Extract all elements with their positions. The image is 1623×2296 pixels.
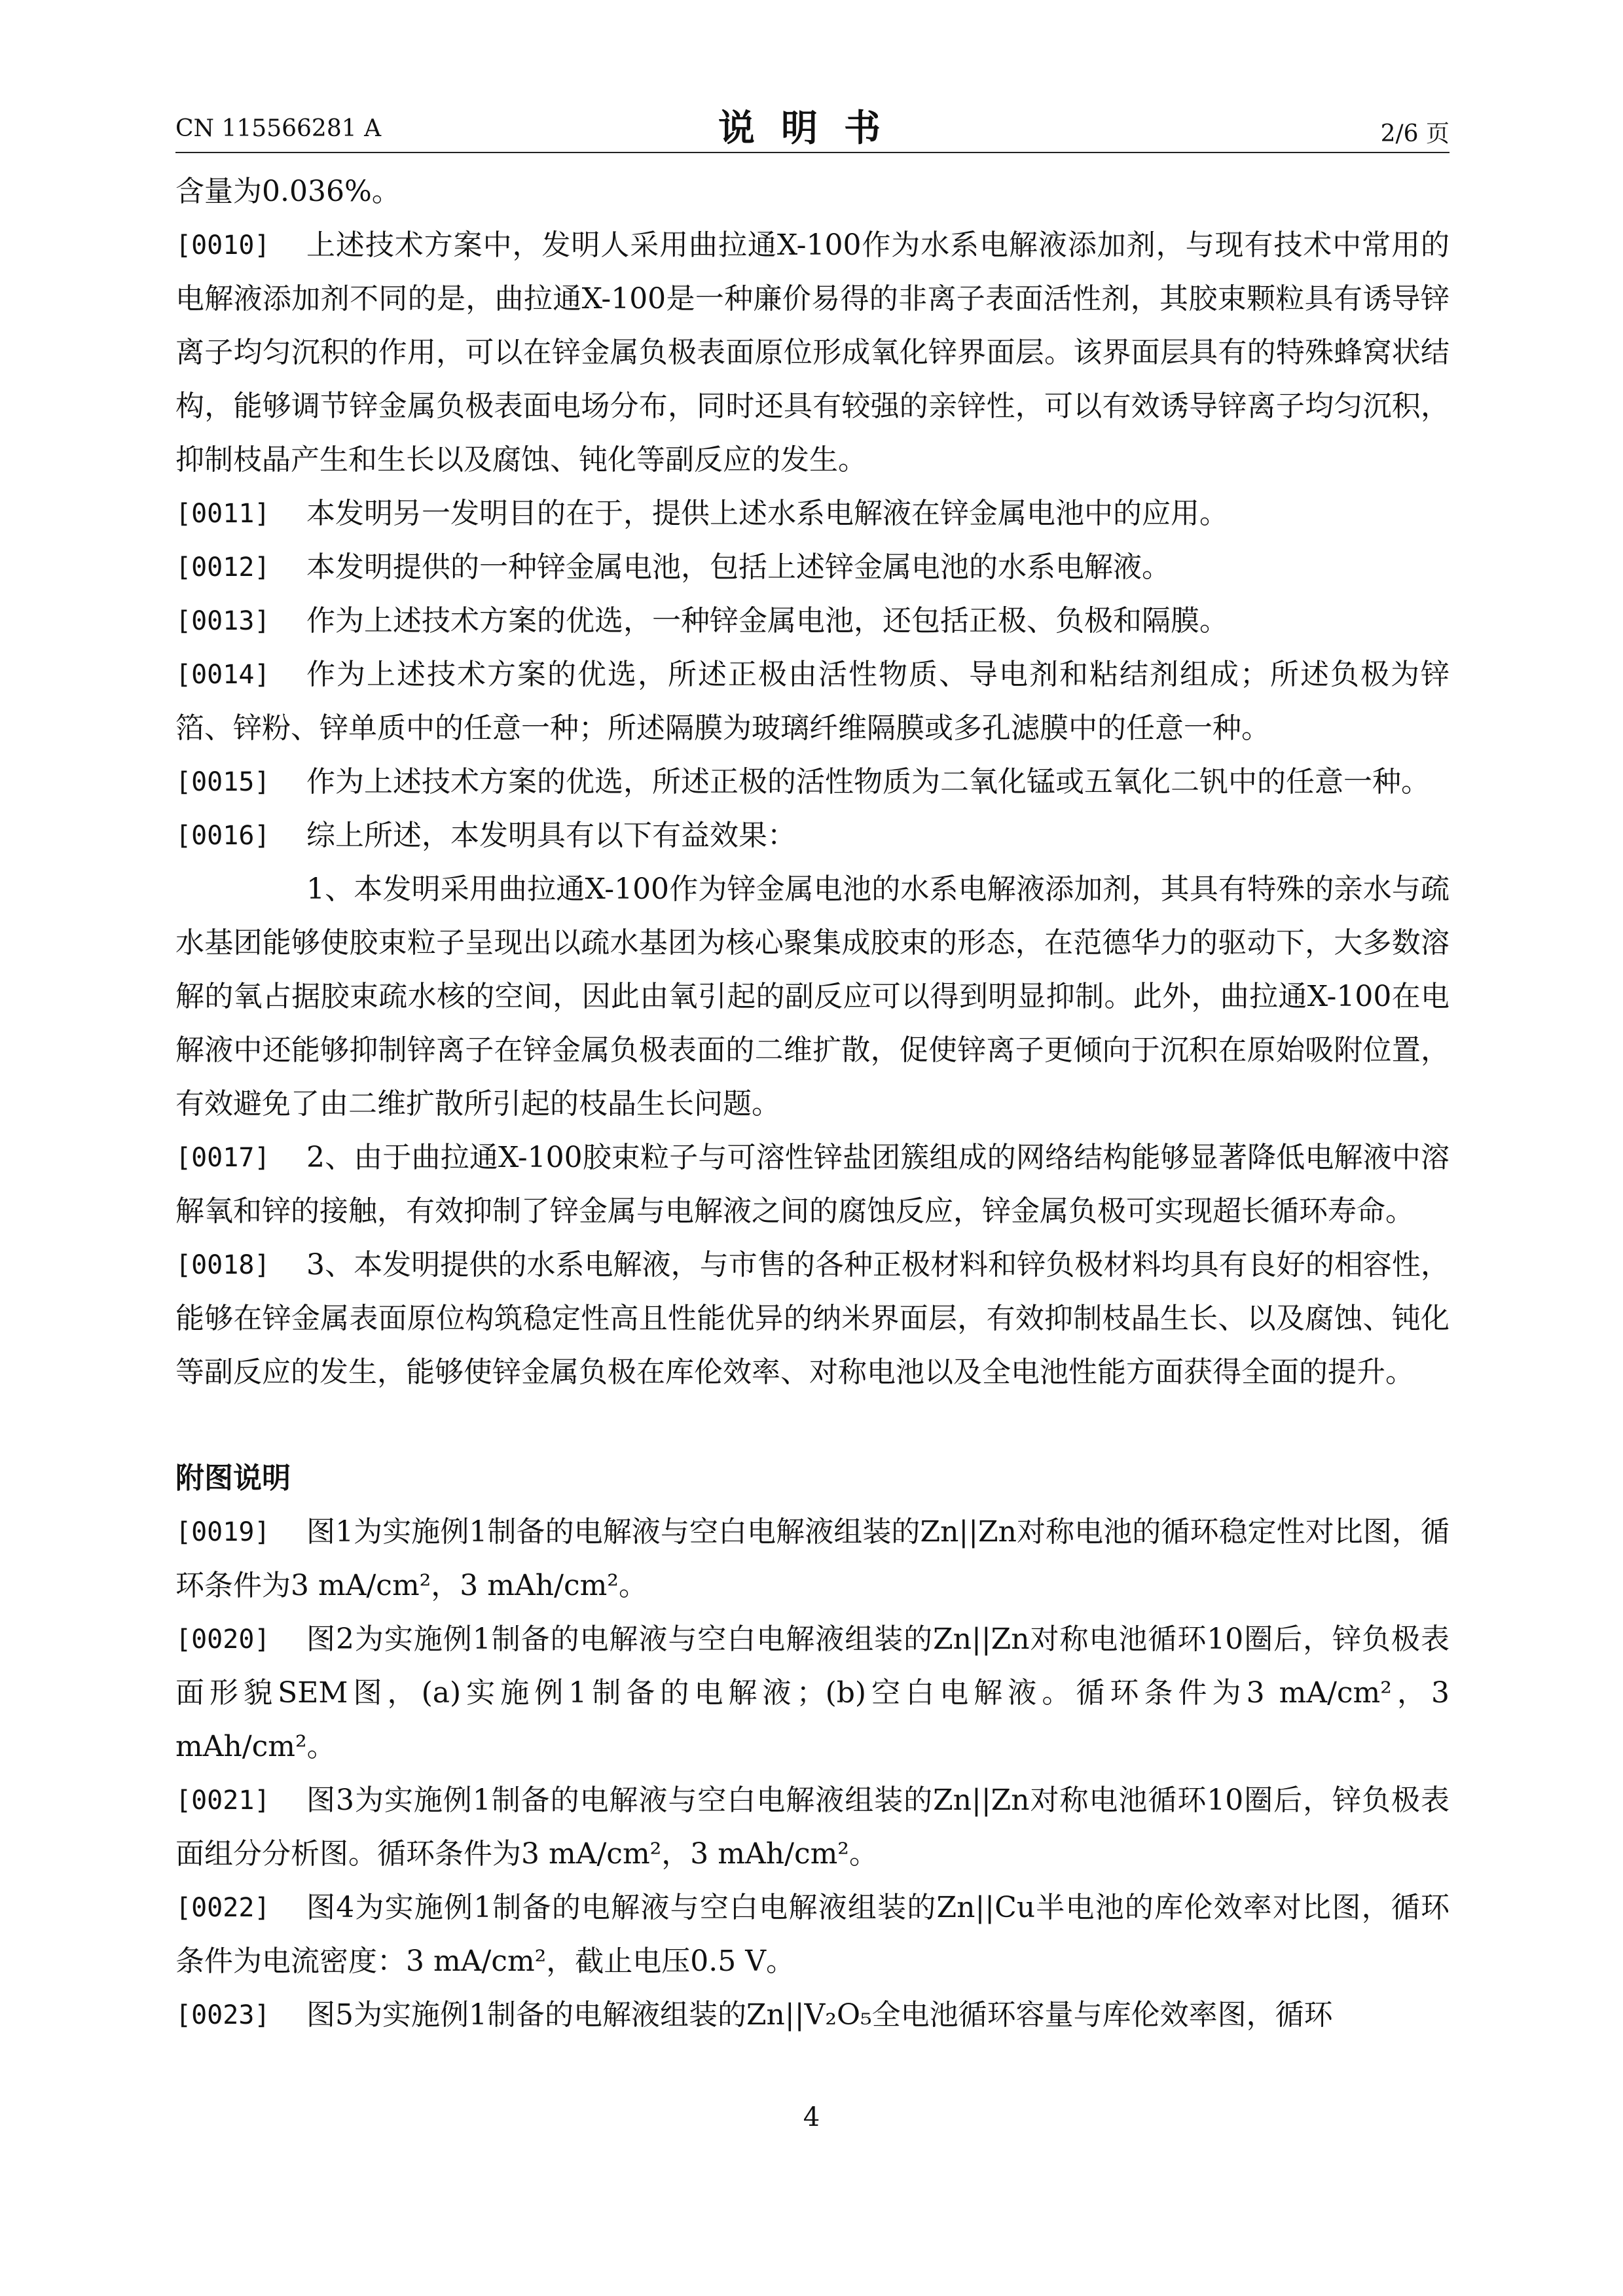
- paragraph-0021: [175, 1774, 1450, 1881]
- paragraph-number: [0010]: [175, 230, 270, 260]
- paragraph-0013: [175, 594, 1450, 648]
- paragraph-0019: [175, 1505, 1450, 1613]
- paragraph-number: [0014]: [175, 660, 270, 690]
- paragraph-text: 本发明另一发明目的在于，提供上述水系电解液在锌金属电池中的应用。: [306, 497, 1228, 530]
- section-heading: 附图说明: [175, 1462, 291, 1495]
- paragraph-number: [0011]: [175, 499, 270, 529]
- paragraph-number: [0020]: [175, 1624, 270, 1655]
- paragraph-number: [0021]: [175, 1785, 270, 1816]
- document-body: [175, 165, 1450, 2042]
- page-header: [175, 98, 1450, 151]
- paragraph-0017: [175, 1131, 1450, 1238]
- paragraph-0011: [175, 487, 1450, 541]
- paragraph-number: [0019]: [175, 1517, 270, 1547]
- paragraph-text: 作为上述技术方案的优选，所述正极由活性物质、导电剂和粘结剂组成；所述负极为锌箔、锌粉、锌单质中的任意一种；所述隔膜为玻璃纤维隔膜或多孔滤膜中的任意一种。: [175, 658, 1450, 745]
- paragraph-0012: [175, 541, 1450, 594]
- paragraph-number: [0023]: [175, 2000, 270, 2030]
- paragraph-text: 上述技术方案中，发明人采用曲拉通X-100作为水系电解液添加剂，与现有技术中常用的电解液添加剂不同的是，曲拉通X-100是一种廉价易得的非离子表面活性剂，其胶束颗粒具有诱导锌离子均匀沉积的作用，可以在锌金属负极表面原位形成氧化锌界面层。该界面层具有的特殊蜂窝状结构，能够调节锌金属负极表面电场分布，同时还具有较强的亲锌性，可以有效诱导锌离子均匀沉积，抑制枝晶产生和生长以及腐蚀、钝化等副反应的发生。: [175, 228, 1450, 476]
- document-title: 说明书: [718, 107, 907, 150]
- paragraph-0023: [175, 1988, 1450, 2042]
- paragraph-0010: [175, 219, 1450, 487]
- paragraph-text: 2、由于曲拉通X-100胶束粒子与可溶性锌盐团簇组成的网络结构能够显著降低电解液中溶解氧和锌的接触，有效抑制了锌金属与电解液之间的腐蚀反应，锌金属负极可实现超长循环寿命。: [175, 1141, 1450, 1228]
- paragraph-text: 本发明提供的一种锌金属电池，包括上述锌金属电池的水系电解液。: [306, 550, 1171, 584]
- continuation-line: 含量为0.036%。: [175, 175, 401, 208]
- paragraph-text: 图3为实施例1制备的电解液与空白电解液组装的Zn||Zn对称电池循环10圈后，锌负极表面组分分析图。循环条件为3 mA/cm²，3 mAh/cm²。: [175, 1784, 1450, 1871]
- paragraph-text: 图2为实施例1制备的电解液与空白电解液组装的Zn||Zn对称电池循环10圈后，锌负极表面形貌SEM图，(a)实施例1制备的电解液；(b)空白电解液。循环条件为3 mA/cm²，3 mAh/cm²。: [175, 1623, 1450, 1763]
- paragraph-0016: [175, 809, 1450, 863]
- effect-item-1: 1、本发明采用曲拉通X-100作为锌金属电池的水系电解液添加剂，其具有特殊的亲水与疏水基团能够使胶束粒子呈现出以疏水基团为核心聚集成胶束的形态，在范德华力的驱动下，大多数溶解的氧占据胶束疏水核的空间，因此由氧引起的副反应可以得到明显抑制。此外，曲拉通X-100在电解液中还能够抑制锌离子在锌金属负极表面的二维扩散，促使锌离子更倾向于沉积在原始吸附位置，有效避免了由二维扩散所引起的枝晶生长问题。: [175, 872, 1450, 1121]
- paragraph-text: 3、本发明提供的水系电解液，与市售的各种正极材料和锌负极材料均具有良好的相容性，能够在锌金属表面原位构筑稳定性高且性能优异的纳米界面层，有效抑制枝晶生长、以及腐蚀、钝化等副反应的发生，能够使锌金属负极在库伦效率、对称电池以及全电池性能方面获得全面的提升。: [175, 1248, 1450, 1389]
- paragraph-0022: [175, 1881, 1450, 1988]
- paragraph-0020: [175, 1613, 1450, 1774]
- paragraph-number: [0017]: [175, 1143, 270, 1173]
- paragraph-0015: [175, 755, 1450, 809]
- paragraph-number: [0013]: [175, 606, 270, 636]
- page-of-count: 2/6 页: [1380, 120, 1450, 147]
- document-id: CN 115566281 A: [175, 115, 382, 142]
- paragraph-number: [0018]: [175, 1250, 270, 1280]
- paragraph-text: 图1为实施例1制备的电解液与空白电解液组装的Zn||Zn对称电池的循环稳定性对比图，循环条件为3 mA/cm²，3 mAh/cm²。: [175, 1515, 1450, 1602]
- paragraph-number: [0015]: [175, 767, 270, 797]
- paragraph-number: [0022]: [175, 1893, 270, 1923]
- paragraph-0018: [175, 1238, 1450, 1399]
- paragraph-number: [0012]: [175, 552, 270, 583]
- page-number: 4: [803, 2102, 820, 2132]
- paragraph-text: 图4为实施例1制备的电解液与空白电解液组装的Zn||Cu半电池的库伦效率对比图，循环条件为电流密度：3 mA/cm²，截止电压0.5 V。: [175, 1891, 1450, 1978]
- paragraph-text: 作为上述技术方案的优选，所述正极的活性物质为二氧化锰或五氧化二钒中的任意一种。: [306, 765, 1430, 798]
- paragraph-number: [0016]: [175, 821, 270, 851]
- paragraph-text: 综上所述，本发明具有以下有益效果：: [306, 819, 796, 852]
- paragraph-text: 作为上述技术方案的优选，一种锌金属电池，还包括正极、负极和隔膜。: [306, 604, 1228, 637]
- paragraph-0014: [175, 648, 1450, 755]
- paragraph-text: 图5为实施例1制备的电解液组装的Zn||V₂O₅全电池循环容量与库伦效率图，循环: [306, 1998, 1333, 2032]
- header-rule: [175, 152, 1450, 153]
